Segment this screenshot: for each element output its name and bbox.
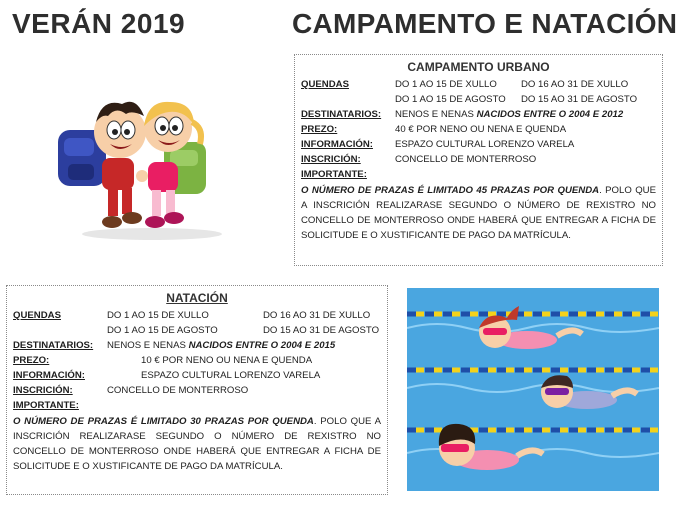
inscricion-label: INSCRICIÓN:: [13, 385, 73, 396]
quenda-1: DO 1 AO 15 DE XULLO: [107, 310, 209, 321]
destinatarios-value: NENOS E NENAS NACIDOS ENTRE O 2004 E 2012: [395, 109, 624, 120]
informacion-value: ESPAZO CULTURAL LORENZO VARELA: [141, 370, 321, 381]
quenda-2: DO 16 AO 31 DE XULLO: [521, 79, 629, 90]
inscricion-value: CONCELLO DE MONTERROSO: [107, 385, 249, 396]
destinatarios-value: NENOS E NENAS NACIDOS ENTRE O 2004 E 2015: [107, 340, 336, 351]
informacion-label: INFORMACIÓN:: [301, 139, 373, 150]
importante-text: O NÚMERO DE PRAZAS É LIMITADO 30 PRAZAS POR QUENDA. POLO QUE A INSCRICIÓN REALIZARASE SEGUNDO O NÚMERO DE REXISTRO NO CONCELLO DE MONTERROSO ONDE HABERÁ QUE ENTREGAR A FICHA DE SOLICITUDE E O XUSTIFICANTE DE PAGO DA MATRÍCULA.: [13, 416, 381, 472]
inscricion-value: CONCELLO DE MONTERROSO: [395, 154, 537, 165]
page-subtitle: CAMPAMENTO E NATACIÓN: [292, 8, 678, 39]
inscricion-label: INSCRICIÓN:: [301, 154, 361, 165]
swimming-kids-illustration: [407, 288, 659, 491]
prezo-label: PREZO:: [13, 355, 50, 366]
quenda-2: DO 16 AO 31 DE XULLO: [263, 310, 371, 321]
campamento-box: [294, 54, 663, 266]
informacion-label: INFORMACIÓN:: [13, 370, 85, 381]
page-title: VERÁN 2019: [12, 8, 186, 39]
campamento-title: CAMPAMENTO URBANO: [407, 60, 550, 74]
destinatarios-label: DESTINATARIOS:: [301, 109, 382, 120]
informacion-value: ESPAZO CULTURAL LORENZO VARELA: [395, 139, 575, 150]
quendas-label: QUENDAS: [301, 79, 349, 90]
quenda-3: DO 1 AO 15 DE AGOSTO: [107, 325, 218, 336]
importante-label: IMPORTANTE:: [301, 169, 367, 180]
quenda-4: DO 15 AO 31 DE AGOSTO: [521, 94, 638, 105]
quenda-1: DO 1 AO 15 DE XULLO: [395, 79, 497, 90]
prezo-label: PREZO:: [301, 124, 338, 135]
prezo-value: 10 € POR NENO OU NENA E QUENDA: [141, 355, 313, 366]
quendas-label: QUENDAS: [13, 310, 61, 321]
backpack-kids-illustration: [52, 92, 242, 242]
importante-text: O NÚMERO DE PRAZAS É LIMITADO 45 PRAZAS POR QUENDA. POLO QUE A INSCRICIÓN REALIZARASE SEGUNDO O NÚMERO DE REXISTRO NO CONCELLO DE MONTERROSO ONDE HABERÁ QUE ENTREGAR A FICHA DE SOLICITUDE E O XUSTIFICANTE DE PAGO DA MATRÍCULA.: [301, 185, 656, 241]
quenda-3: DO 1 AO 15 DE AGOSTO: [395, 94, 506, 105]
quenda-4: DO 15 AO 31 DE AGOSTO: [263, 325, 380, 336]
importante-label: IMPORTANTE:: [13, 400, 79, 411]
prezo-value: 40 € POR NENO OU NENA E QUENDA: [395, 124, 567, 135]
natacion-title: NATACIÓN: [166, 291, 228, 305]
destinatarios-label: DESTINATARIOS:: [13, 340, 94, 351]
natacion-box: [6, 285, 388, 495]
